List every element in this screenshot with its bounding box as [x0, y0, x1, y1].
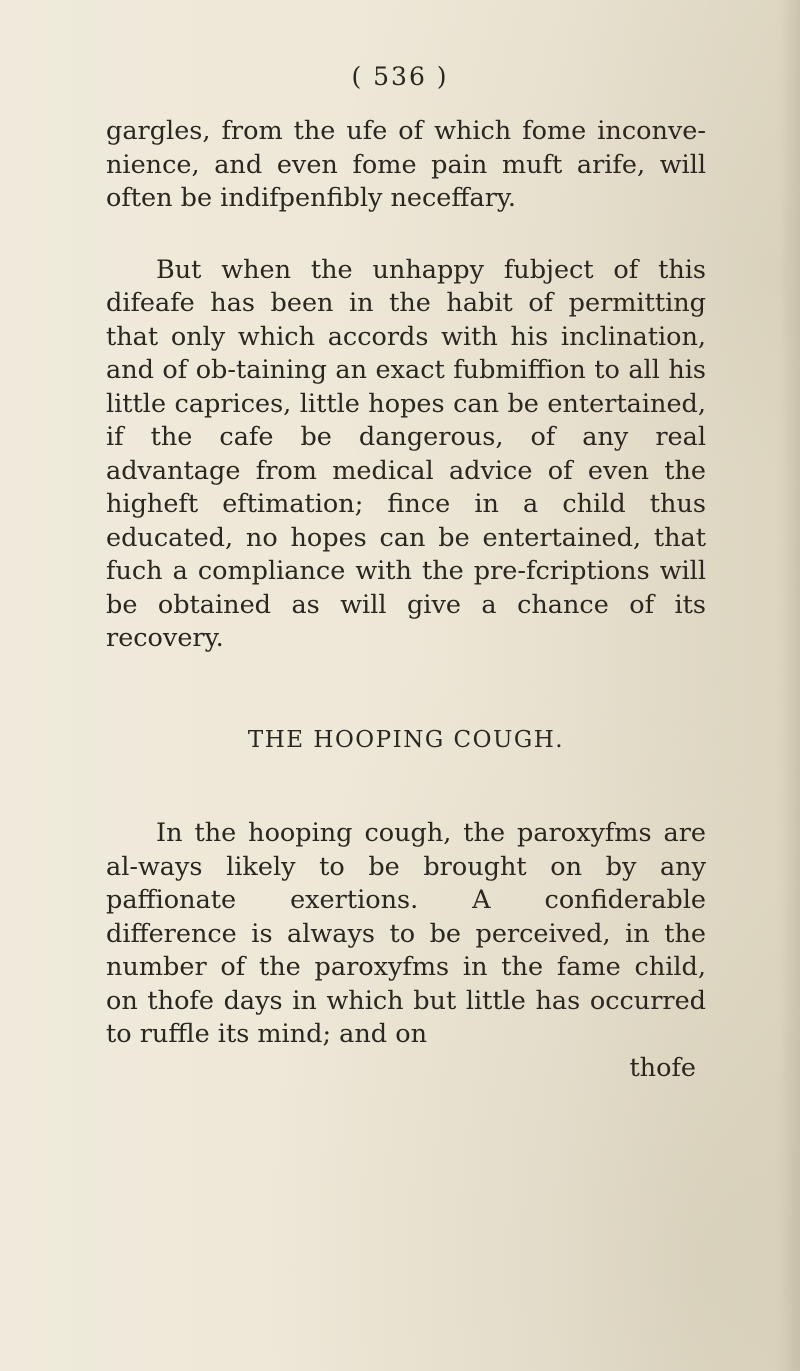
catchword: thofe	[629, 1052, 696, 1083]
section-heading: THE HOOPING COUGH.	[247, 726, 565, 753]
page-number: ( 536 )	[351, 62, 449, 91]
paragraph-hooping-cough: In the hooping cough, the paroxyfms are al-ways likely to be brought on by any paffionate exertions. A confiderable difference is always to be perceived, in the number of the paroxyfms in the fame child, on thofe days in which but little has occurred to ruffle its mind; and on	[106, 818, 706, 1049]
paragraph-continuation: gargles, from the ufe of which fome inconve-nience, and even fome pain muft arife, will often be indifpenfibly neceffary.	[106, 116, 706, 213]
page-body	[106, 115, 706, 1085]
paragraph-unhappy-subject: But when the unhappy fubject of this difeafe has been in the habit of permitting that only which accords with his inclination, and of ob-taining an exact fubmiffion to all his little caprices, little hopes can be entertained, if the cafe be dangerous, of any real advantage from medical advice of even the higheft eftimation; fince in a child thus educated, no hopes can be entertained, that fuch a compliance with the pre-fcriptions will be obtained as will give a chance of its recovery.	[106, 254, 706, 653]
page-edge-shadow	[778, 0, 800, 1371]
